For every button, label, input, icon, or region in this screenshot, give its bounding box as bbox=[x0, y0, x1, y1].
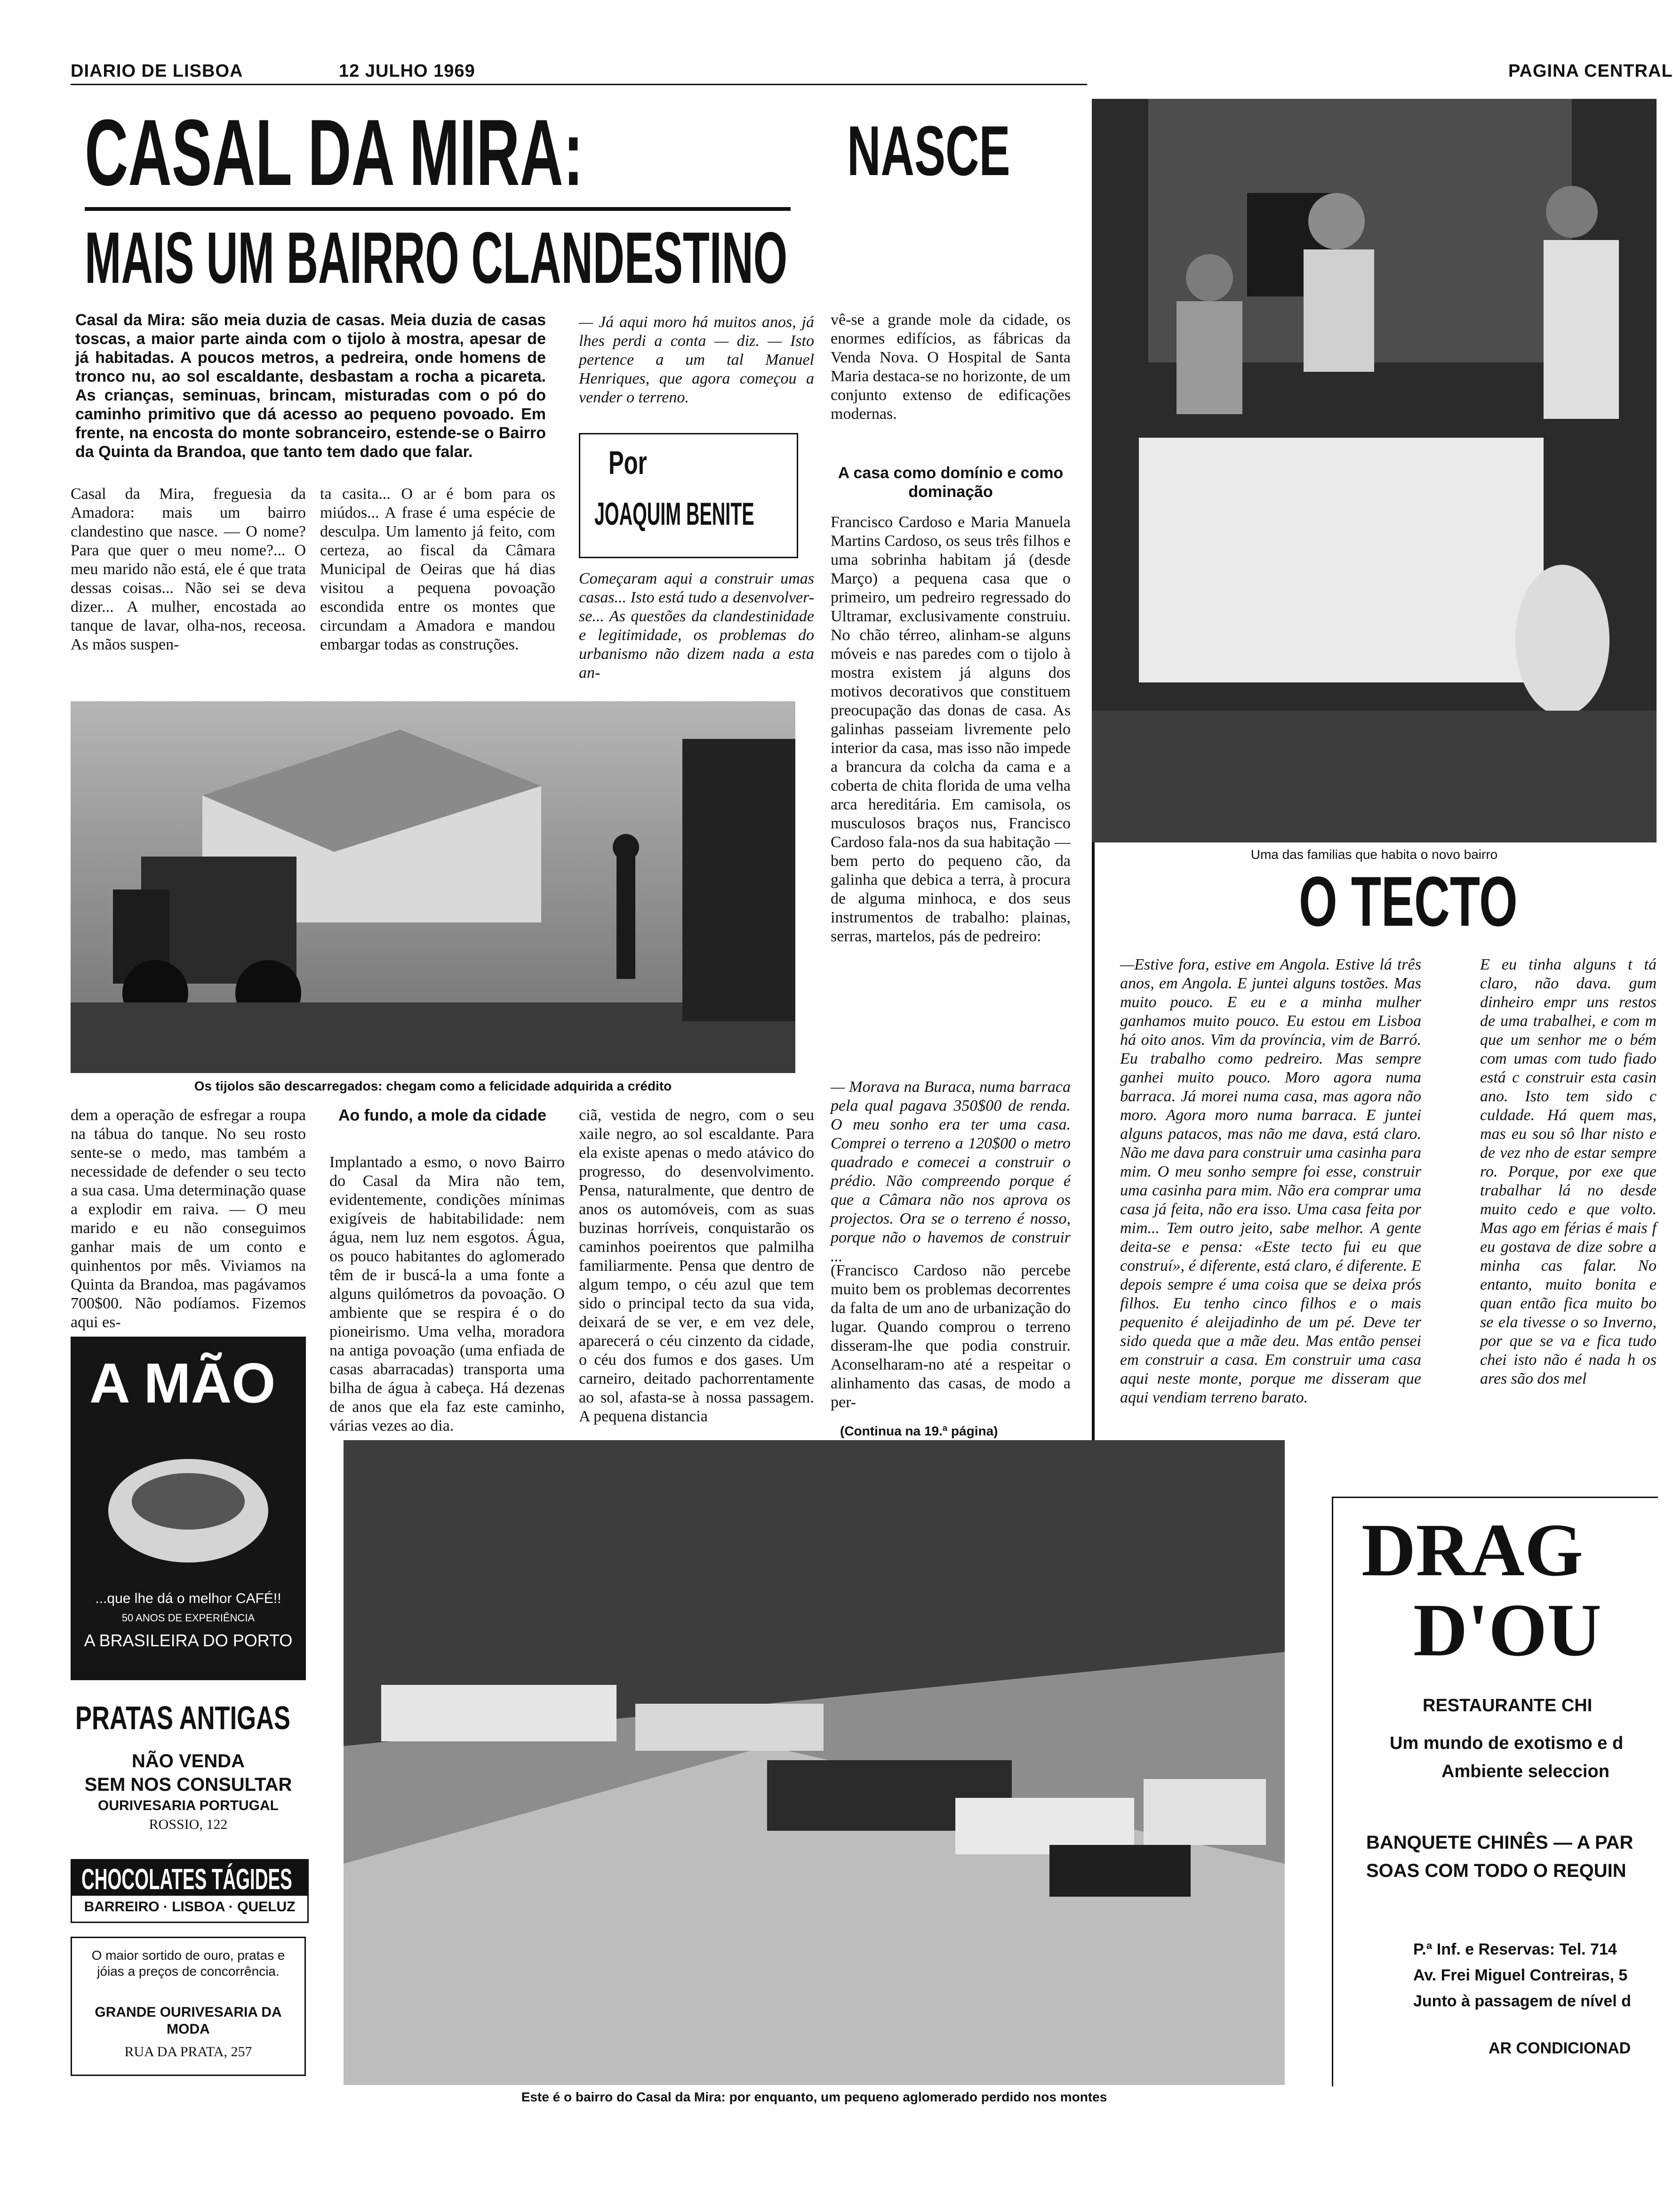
ad-pratas-line1: NÃO VENDA bbox=[131, 1751, 245, 1771]
article-col4-quote: — Morava na Buraca, numa barraca pela qual pagava 350$00 de renda. O meu sonho era ter uma casa. Comprei o terreno a 120$00 o metro quadrado e comecei a construir o prédio. Não compreendo porque é que a Câmara não nos aprova os projectos. Ora se o terreno é nosso, porque não o havemos de construir ... bbox=[831, 1078, 1071, 1265]
ad-chocolates bbox=[71, 1859, 309, 1923]
lower-col1: dem a operação de esfregar a roupa na tábua do tanque. No seu rosto sente-se o medo, mas também a necessidade de defender o seu tecto a sua casa. Uma determinação quase a explodir em raiva. — O meu marido e eu não conseguimos ganhar mais de um conto e quinhentos por mês. Viviamos na Quinta da Brandoa, mas pagávamos 700$00. Não podíamos. Fizemos aqui es- bbox=[71, 1106, 306, 1331]
article-col4-body: Francisco Cardoso e Maria Manuela Martins Cardoso, os seus três filhos e uma sobrinha habitam já (desde Março) a pequena casa que o primeiro, um pedreiro regressado do Ultramar, exclusivamente construiu. No chão térreo, alinham-se alguns móveis e nas paredes com o tijolo à mostra existem já alguns dos motivos decorativos que constituem preocupação das donas de casa. As galinhas passeiam livremente pelo interior da casa, mas isso não impede a brancura da colcha da cama e a coberta de chita florida de uma velha arca hereditária. Em camisola, os musculosos braços nus, Francisco Cardoso fala-nos da sua habitação — bem perto do pequeno cão, da galinha que debica a terra, à procura de alguma minhoca, e dos seus instrumentos de trabalho: plainas, serras, martelos, pás de pedreiro: bbox=[831, 513, 1071, 945]
continua-note: (Continua na 19.ª página) bbox=[840, 1424, 998, 1438]
truck-photo-image bbox=[71, 701, 795, 1073]
truck-photo bbox=[71, 701, 795, 1073]
ad-dragao-line6: P.ª Inf. e Reservas: Tel. 714 bbox=[1413, 1940, 1617, 1958]
headline-main: CASAL DA MIRA: bbox=[85, 100, 584, 205]
article-col2: ta casita... O ar é bom para os miúdos... A frase é uma espécie de desculpa. Um lamento já feito, com certeza, ao fiscal da Câmara Municipal de Oeiras que há dias visitou a pequena povoação escondida entre os montes que circundam a Amadora e mandou embargar todas as construções. bbox=[320, 485, 555, 653]
family-photo bbox=[1092, 99, 1657, 842]
article-col3-top: — Já aqui moro há muitos anos, já lhes perdi a conta — diz. — Isto pertence a um tal Manuel Henriques, que agora começou a vender o terreno. bbox=[579, 313, 814, 406]
article-col1: Casal da Mira, freguesia da Amadora: mais um bairro clandestino que nasce. — O nome? Para que quer o meu nome?... O meu marido não está, ele é que trata dessas coisas... Não sei se deva dizer... A mulher, encostada ao tanque de lavar, olha-nos, receosa. As mãos suspen- bbox=[71, 485, 306, 653]
sidebar-title: O TECTO bbox=[1299, 862, 1518, 941]
truck-photo-caption: Os tijolos são descarregados: chegam como a felicidade adquirida a crédito bbox=[194, 1079, 672, 1093]
ad-chocolates-title: CHOCOLATES TÁGIDES bbox=[81, 1863, 292, 1896]
ad-dragao-line7: Av. Frei Miguel Contreiras, 5 bbox=[1413, 1966, 1628, 1984]
ad-dragao-line1: RESTAURANTE CHI bbox=[1423, 1696, 1593, 1715]
ad-ourivesaria-line1: O maior sortido de ouro, pratas e jóias a preços de concorrência. bbox=[91, 1948, 285, 1979]
lower-col3: ciã, vestida de negro, com o seu xaile negro, ao sol escaldante. Para ela existe apenas o medo atávico do progresso, do desenvolvimento. Pensa, naturalmente, que dentro de anos os automóveis, com as suas buzinas horríveis, conquistarão os caminhos poeirentos que palmilha familiarmente. Pensa que dentro de algum tempo, o céu azul que tem sido o principal tecto da sua vida, deixará de se ver, e em vez dele, aparecerá o céu cinzento da cidade, o céu dos fumos e dos gases. Um carneiro, deitado pachorrentamente ao sol, afasta-se à nossa passagem. A pequena distancia bbox=[579, 1106, 814, 1425]
ad-dragao-line3: Ambiente seleccion bbox=[1441, 1762, 1609, 1781]
ad-dragao-line9: AR CONDICIONAD bbox=[1489, 2039, 1631, 2057]
section-label: PAGINA CENTRAL bbox=[1508, 61, 1673, 81]
ad-amao-years: 50 ANOS DE EXPERIÊNCIA bbox=[121, 1612, 255, 1624]
ad-dragao-title2: D'OU bbox=[1413, 1588, 1601, 1672]
sidebar-col2: E eu tinha alguns t tá claro, não dava. gum dinheiro empr uns restos de uma trabalhei, e com m que um senhor me o bém com umas com tudo fiado está c construir esta casin ano. Isto tem sido c culdade. Há quem mas, mas eu sou sô lhar nisto e de vez nho de estar sempre ro. Porque, por exe que trabalhar lá no desde muito cedo e que volto. Mas ago em férias é mais f eu gostava de dize sobre a minha cas falar. No entanto, muito bonita e quan então fica muito bo se ela tivesse o so Inverno, por que se va e fica tudo chei isto não é nada h os ares são dos mel bbox=[1480, 956, 1657, 1387]
hand-icon bbox=[99, 1431, 278, 1572]
ad-pratas-line4: ROSSIO, 122 bbox=[149, 1817, 228, 1832]
ad-dragao-line4: BANQUETE CHINÊS — A PAR bbox=[1366, 1832, 1633, 1853]
byline-box bbox=[579, 433, 798, 558]
ad-pratas bbox=[71, 1699, 306, 1840]
article-col4-subhead: A casa como domínio e como dominação bbox=[838, 464, 1064, 501]
family-photo-image bbox=[1092, 99, 1657, 842]
ad-dragao-line5: SOAS COM TODO O REQUIN bbox=[1366, 1860, 1626, 1881]
ad-amao bbox=[71, 1337, 306, 1680]
ad-ourivesaria-line2: GRANDE OURIVESARIA DA MODA bbox=[95, 2004, 282, 2037]
ad-chocolates-places: BARREIRO · LISBOA · QUELUZ bbox=[84, 1899, 296, 1915]
family-photo-caption: Uma das familias que habita o novo bairro bbox=[1250, 847, 1498, 862]
ad-pratas-line2: SEM NOS CONSULTAR bbox=[84, 1774, 292, 1795]
article-col4-end: (Francisco Cardoso não percebe muito bem os problemas decorrentes da falta de um ano de urbanização do lugar. Quando comprou o terreno disseram-lhe que podia construir. Aconselharam-no até a respeitar o alinhamento das casas, de modo a per- bbox=[831, 1262, 1071, 1411]
ad-amao-brand: A BRASILEIRA DO PORTO bbox=[84, 1631, 293, 1650]
ad-amao-title: A MÃO bbox=[89, 1352, 276, 1415]
issue-date: 12 JULHO 1969 bbox=[339, 61, 475, 81]
byline-por: Por bbox=[608, 444, 647, 481]
aerial-photo bbox=[344, 1440, 1285, 2085]
ad-dragao-line2: Um mundo de exotismo e d bbox=[1390, 1733, 1624, 1753]
ad-ourivesaria-line3: RUA DA PRATA, 257 bbox=[124, 2044, 252, 2060]
lower-col2-subhead: Ao fundo, a mole da cidade bbox=[338, 1106, 547, 1124]
headline-underline bbox=[85, 207, 791, 211]
ad-pratas-title: PRATAS ANTIGAS bbox=[75, 1699, 290, 1736]
ad-dragao-line8: Junto à passagem de nível d bbox=[1413, 1992, 1631, 2010]
lead-paragraph: Casal da Mira: são meia duzia de casas. Meia duzia de casas toscas, a maior parte ainda com o tijolo à mostra, apesar de já habitadas. A poucos metros, a pedreira, onde homens de tronco nu, ao sol escaldante, desbastam a rocha a picareta. As crianças, seminuas, brincam, misturadas com o pó do caminho primitivo que dá acesso ao pequeno povoado. Em frente, na encosta do monte sobranceiro, estende-se o Bairro da Quinta da Brandoa, que tanto tem dado que falar. bbox=[75, 311, 546, 461]
lower-col2: Implantado a esmo, o novo Bairro do Casal da Mira não tem, evidentemente, condições mínimas exigíveis de habitabilidade: nem água, nem luz nem esgotos. Água, os pouco habitantes do aglomerado têm de ir buscá-la a uma fonte a alguns quilómetros da povoação. O ambiente que se respira é o do pioneirismo. Uma velha, moradora na antiga povoação (uma enfiada de casas abarracadas) transporta uma bilha de água à cabeça. Há dezenas de anos que ela faz este caminho, várias vezes ao dia. bbox=[329, 1154, 565, 1435]
aerial-photo-caption: Este é o bairro do Casal da Mira: por enquanto, um pequeno aglomerado perdido nos montes bbox=[521, 2090, 1107, 2104]
sidebar-rule bbox=[1092, 842, 1095, 1487]
aerial-photo-image bbox=[344, 1440, 1285, 2085]
ad-dragao bbox=[1332, 1497, 1658, 2086]
byline-author: JOAQUIM BENITE bbox=[594, 496, 754, 532]
ad-amao-tagline: ...que lhe dá o melhor CAFÉ!! bbox=[95, 1591, 281, 1606]
ad-pratas-line3: OURIVESARIA PORTUGAL bbox=[98, 1798, 279, 1813]
header-rule bbox=[71, 84, 1087, 85]
headline-subline: MAIS UM BAIRRO CLANDESTINO bbox=[85, 217, 788, 298]
sidebar-col1: —Estive fora, estive em Angola. Estive lá três anos, em Angola. E juntei alguns tostões. Mas muito pouco. E eu e a minha mulher ganhamos muito pouco. Eu estou em Lisboa há oito anos. Vim da província, vim de Barró. Eu trabalho como pedreiro. Mas sempre ganhei muito pouco. Moro agora numa barraca. Já morei numa casa, mas agora não moro. Agora moro numa barraca. E juntei alguns patacos, mas não me dava, está claro. Não me dava para construir uma casinha para mim. O meu sonho sempre foi esse, construir uma casinha para mim. Não era comprar uma casa já feita, não era isso. Uma casa feita por mim... Tem outro jeito, sabe melhor. A gente deita-se e pensa: «Este tecto fui eu que construí», é diferente, está claro, é diferente. E depois sempre é uma coisa que se deixa prós filhos. Eu tenho cinco filhos e o mais pequenito é aleijadinho de um pé. Deve ter sido queda que a mãe deu. Mas então pensei em construir a casa. Em construir uma casa aqui neste monte, porque me disseram que aqui vendiam terreno barato. bbox=[1120, 956, 1421, 1406]
paper-name: DIARIO DE LISBOA bbox=[71, 61, 243, 81]
article-col4-top: vê-se a grande mole da cidade, os enormes edifícios, as fábricas da Venda Nova. O Hospital de Santa Maria destaca-se no horizonte, de um conjunto extenso de edificações modernas. bbox=[831, 311, 1071, 423]
article-col3-bottom: Começaram aqui a construir umas casas... Isto está tudo a desenvolver-se... As questões da clandestinidade e legitimidade, os problemas do urbanismo não dizem nada a esta an- bbox=[579, 570, 814, 681]
headline-tail: NASCE bbox=[847, 111, 1010, 190]
ad-dragao-title1: DRAG bbox=[1361, 1508, 1584, 1592]
ad-ourivesaria bbox=[71, 1937, 306, 2076]
